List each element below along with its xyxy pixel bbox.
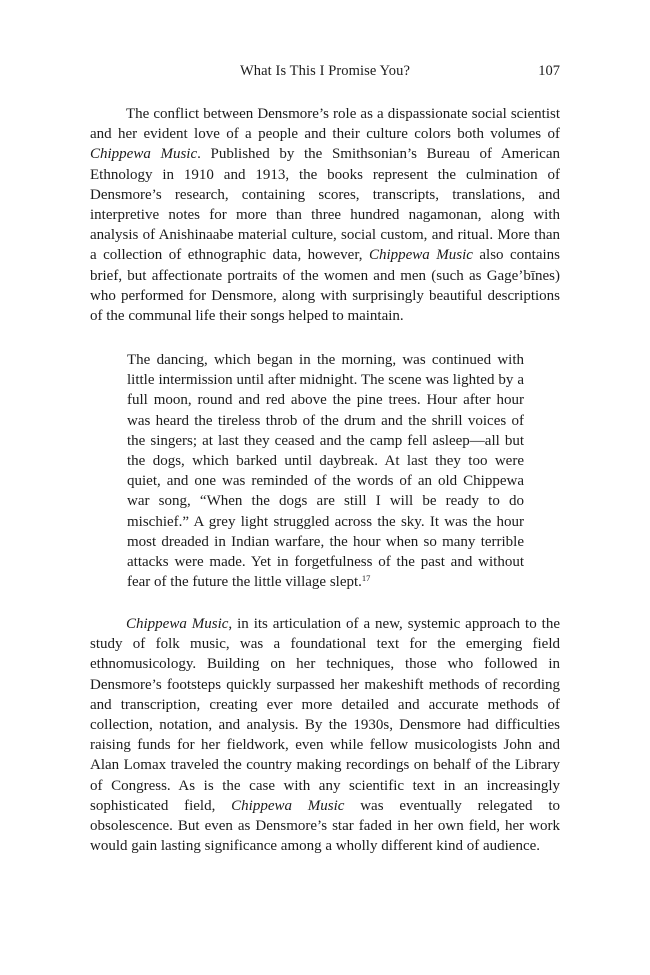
- block-quote: [127, 350, 524, 592]
- book-title-italic: Chippewa Music: [231, 797, 345, 814]
- paragraph-2-run-4: was eventually relegated to obsolescence. But even as Densmore’s star faded in her own field, her work would gain lasting significance among a wholly different kind of audience.: [90, 797, 560, 855]
- running-title: What Is This I Promise You?: [240, 63, 410, 79]
- running-head: [90, 61, 560, 81]
- paragraph-1-run-3: . Published by the Smithsonian’s Bureau of American Ethnology in 1910 and 1913, the books represent the culmination of Densmore’s research, containing scores, transcripts, translations, and interpretive notes for more than three hundred nagamonan, along with analysis of Anishinaabe material culture, social custom, and ritual. More than a collection of ethnographic data, however,: [90, 146, 560, 264]
- book-title-italic: Chippewa Music: [368, 247, 473, 264]
- page-number: 107: [538, 63, 560, 79]
- paragraph-2-run-2: , in its articulation of a new, systemic approach to the study of folk music, was a foundational text for the emerging field ethnomusicology. Building on her techniques, those who followed in Densmore’s footsteps quickly surpassed her makeshift methods of recording and transcription, creating ever more detailed and accurate methods of collection, notation, and analysis. By the 1930s, Densmore had difficulties raising funds for her fieldwork, even while fellow musicologists John and Alan Lomax traveled the country making recordings on behalf of the Library of Congress. As is the case with any scientific text in an increasingly sophisticated field,: [90, 616, 560, 814]
- block-quote-text: The dancing, which began in the morning, was continued with little intermission until after midnight. The scene was lighted by a full moon, round and red above the pine trees. Hour after hour was heard the tireless throb of the drum and the shrill voices of the singers; at last they ceased and the camp fell asleep—all but the dogs, which barked until daybreak. At last they too were quiet, and one was reminded of the words of an old Chippewa war song, “When the dogs are still I will be ready to do mischief.” A grey light struggled across the sky. It was the hour most dreaded in Indian warfare, the hour when so many terrible attacks were made. Yet in forgetfulness of the past and without fear of the future the little village slept.: [127, 352, 524, 591]
- paragraph-1-run-1: The conflict between Densmore’s role as a dispassionate social scientist and her evident love of a people and their culture colors both volumes of: [90, 106, 560, 143]
- paragraph-1-text: [90, 104, 560, 326]
- book-title-italic: Chippewa Music: [126, 616, 229, 632]
- paragraph-1: [90, 104, 560, 326]
- book-title-italic: Chippewa Music: [90, 146, 198, 163]
- paragraph-1-run-5: also contains brief, but affectionate portraits of the women and men (such as Gage’bīnes) who performed for Densmore, along with surprisingly beautiful descriptions of the communal life their songs helped to maintain.: [90, 247, 560, 325]
- paragraph-2-text: [90, 614, 560, 856]
- paragraph-2: [90, 614, 560, 856]
- footnote-reference[interactable]: 17: [361, 573, 371, 584]
